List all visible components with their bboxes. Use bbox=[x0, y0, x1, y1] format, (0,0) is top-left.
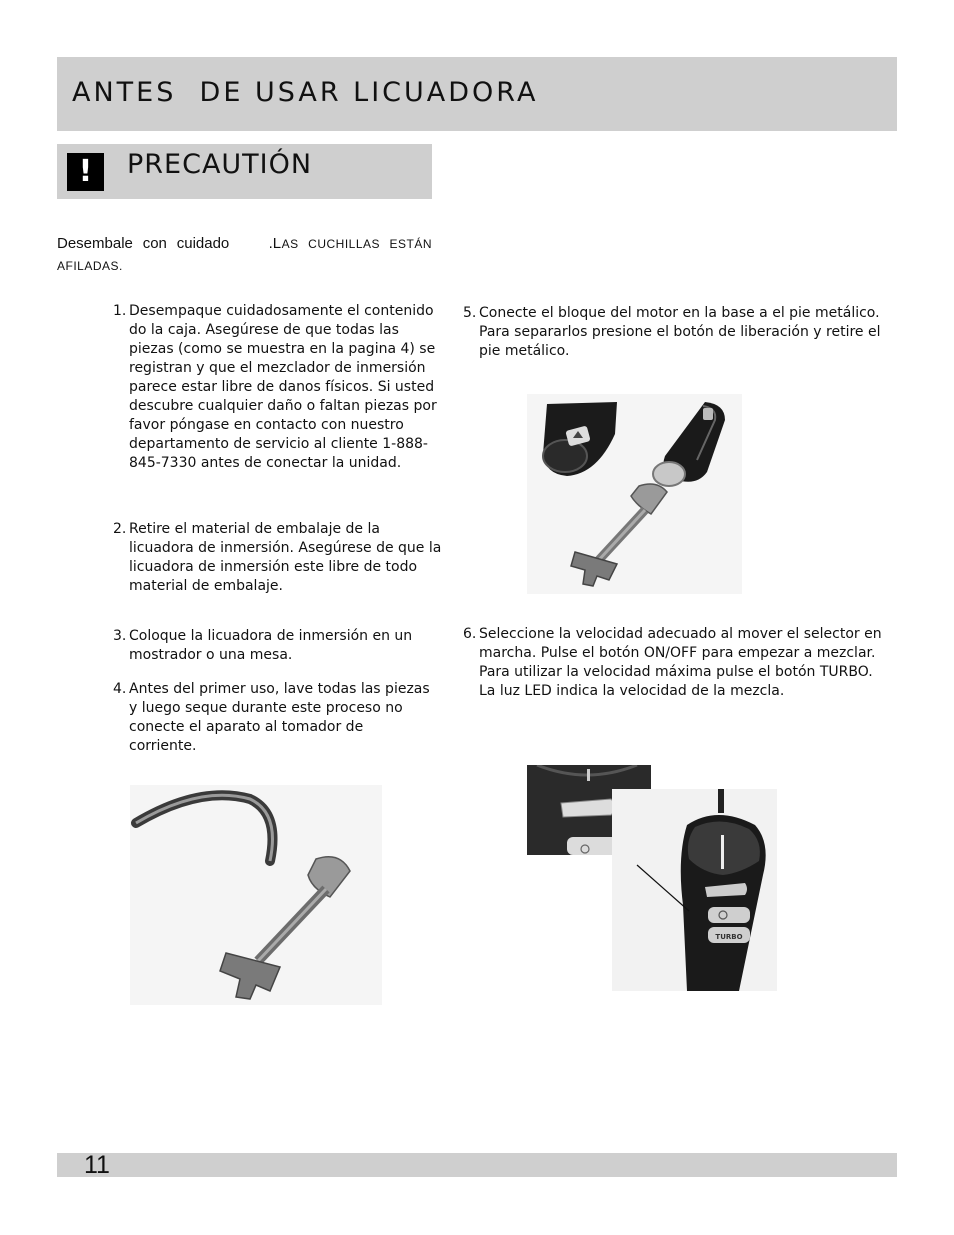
step-1 bbox=[113, 302, 438, 473]
turbo-label: TURBO bbox=[715, 933, 743, 941]
step-number: 4. bbox=[113, 681, 127, 697]
step-text: Antes del primer uso, lave todas las piezas y luego seque durante este proceso no conecte el aparato al tomador de corriente. bbox=[129, 681, 430, 754]
page-footer bbox=[57, 1153, 897, 1177]
step-4 bbox=[113, 680, 433, 756]
step-text: Coloque la licuadora de inmersión en un mostrador o una mesa. bbox=[129, 628, 413, 663]
step-2 bbox=[113, 520, 443, 596]
step-text: Conecte el bloque del motor en la base a el pie metálico. Para separarlos presione el botón de liberación y retire el pie metálico. bbox=[479, 305, 881, 359]
step-number: 3. bbox=[113, 628, 127, 644]
step-6 bbox=[463, 625, 893, 701]
warning-title: PRECAUTIÓN bbox=[127, 149, 313, 180]
step-3 bbox=[113, 627, 438, 665]
handle-controls-illustration bbox=[527, 765, 777, 991]
step-5 bbox=[463, 304, 883, 361]
step-text: Seleccione la velocidad adecuado al mover el selector en marcha. Pulse el botón ON/OFF para empezar a mezclar. Para utilizar la velocidad máxima pulse el botón TURBO. La luz LED indica la velocidad de la mezcla. bbox=[479, 626, 882, 699]
motor-and-shaft-illustration bbox=[527, 394, 742, 594]
intro-lead: Desembale con cuidado bbox=[57, 235, 230, 252]
step-text: Desempaque cuidadosamente el contenido do la caja. Asegúrese de que todas las piezas (como se muestra en la pagina 4) se registran y que el mezclador de inmersión parece estar libre de danos físicos. Si usted descubre cualquier daño o faltan piezas por favor póngase en contacto con nuestro departamento de servicio al cliente 1-888-845-7330 antes de conectar la unidad. bbox=[129, 303, 437, 471]
section-header bbox=[57, 57, 897, 131]
step-number: 1. bbox=[113, 303, 127, 319]
step-number: 2. bbox=[113, 521, 127, 537]
intro-paragraph bbox=[57, 233, 432, 277]
step-number: 6. bbox=[463, 626, 477, 642]
page-title: ANTES DE USAR LICUADORA bbox=[72, 77, 539, 108]
step-text: Retire el material de embalaje de la licuadora de inmersión. Asegúrese de que la licuadora de inmersión este libre de todo material de embalaje. bbox=[129, 521, 442, 594]
step-number: 5. bbox=[463, 305, 477, 321]
warning-banner bbox=[57, 144, 432, 199]
parts-illustration bbox=[130, 785, 382, 1005]
intro-sep: . bbox=[268, 235, 273, 252]
intro-rest: LAS CUCHILLAS ESTÁN AFILADAS. bbox=[57, 235, 433, 273]
page-number: 11 bbox=[84, 1151, 110, 1179]
exclamation-icon: ! bbox=[67, 153, 104, 191]
